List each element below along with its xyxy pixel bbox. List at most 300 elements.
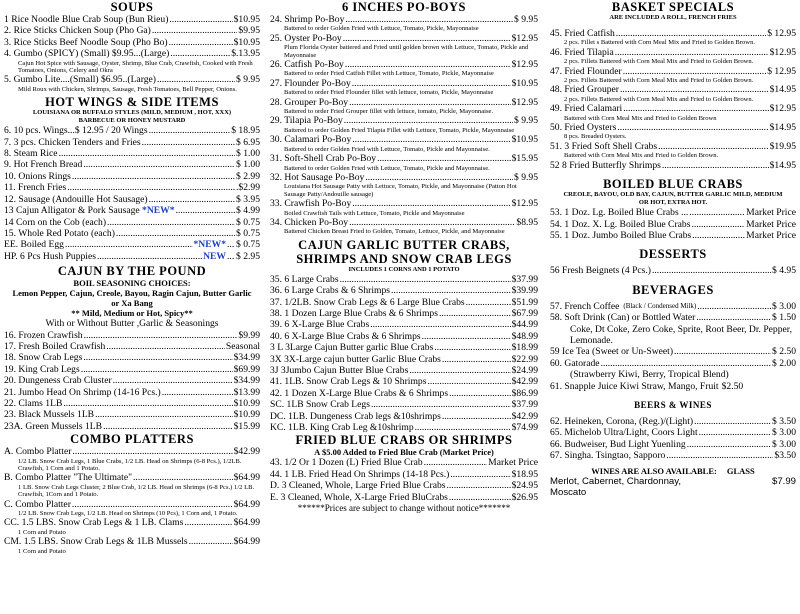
leader-dots xyxy=(149,125,231,136)
item-price: $22.99 xyxy=(511,353,538,365)
menu-item xyxy=(270,14,538,25)
leader-dots xyxy=(81,364,233,375)
leader-dots xyxy=(692,230,745,241)
spice-levels: ** Mild, Medium or Hot, Spicy** xyxy=(71,308,193,319)
item-label: 26. Catfish Po-Boy xyxy=(270,59,344,71)
item-price: $ 12.95 xyxy=(767,28,796,39)
item-label: 48. Fried Grouper xyxy=(550,84,620,96)
item-label: 8. Steam Rice xyxy=(4,148,58,160)
leader-dots xyxy=(116,228,235,239)
basket-subtitle: ARE INCLUDED A ROLL, FRENCH FRIES xyxy=(609,14,737,21)
item-label: 2. Rice Sticks Chicken Soup (Pho Ga) xyxy=(4,25,151,37)
menu-item xyxy=(550,219,796,230)
item-label: 52 8 Fried Butterfly Shrimps xyxy=(550,159,661,171)
menu-item xyxy=(270,354,538,365)
item-description: 1 Corn and Potato xyxy=(18,547,66,555)
boiled-list xyxy=(550,207,796,241)
item-label: 34. Chicken Po-Boy xyxy=(270,216,349,228)
item-price: $64.99 xyxy=(233,498,260,510)
item-label: 37. 1/2LB. Snow Crab Legs & 6 Large Blue Crabs xyxy=(270,296,465,308)
menu-item xyxy=(4,398,260,409)
item-label: 65. Michelob Ultra/Light, Coors Light xyxy=(550,427,698,439)
menu-item xyxy=(4,159,260,170)
cajun-list xyxy=(4,330,260,433)
item-price: $39.99 xyxy=(511,285,538,297)
item-label: 23. Black Mussels 1LB xyxy=(4,409,95,421)
leader-dots xyxy=(699,427,771,438)
item-price: $ 3.95 xyxy=(236,193,260,205)
menu-item xyxy=(4,421,260,432)
wings-list xyxy=(4,125,260,205)
item-price: $64.99 xyxy=(233,472,260,484)
leader-dots xyxy=(83,159,235,170)
menu-item xyxy=(550,439,796,450)
item-label: 42. 1 Dozen X-Large Blue Crabs & 6 Shrimps xyxy=(270,387,449,399)
menu-item xyxy=(4,37,260,48)
leader-dots xyxy=(447,480,511,491)
item-label: 62. Heineken, Corona, (Reg.)/(Light) xyxy=(550,415,694,427)
leader-dots xyxy=(449,492,511,503)
item-price: $19.95 xyxy=(769,140,796,152)
menu-item xyxy=(550,416,796,427)
item-price: $10.95 xyxy=(233,14,260,25)
item-label: 50. Fried Oysters xyxy=(550,122,617,134)
item-price: $37.99 xyxy=(511,399,538,411)
menu-item xyxy=(4,499,260,510)
item-label: 29. Tilapia Po-Boy xyxy=(270,115,343,127)
boil-seasoning-heading: BOIL SEASONING CHOICES: xyxy=(73,278,191,289)
item-label: 3 L 3Large Cajun Butter garlic Blue Crabs xyxy=(270,342,434,354)
leader-dots xyxy=(370,319,510,330)
menu-item xyxy=(270,33,538,44)
menu-item xyxy=(550,450,796,461)
menu-item xyxy=(4,517,260,528)
soups-list xyxy=(4,14,260,48)
item-price: $18.99 xyxy=(511,342,538,354)
item-description: Battered to order Golden Fried with Lettuce, Tomato, Pickle, Mayonnaise xyxy=(284,25,479,33)
menu-item xyxy=(4,25,260,36)
menu-item xyxy=(270,492,538,503)
menu-item xyxy=(270,153,538,164)
item-price: $12.95 xyxy=(511,96,538,108)
leader-dots xyxy=(427,376,510,387)
item-price: Market Price xyxy=(746,218,796,230)
middle-column xyxy=(270,0,538,514)
item-label: 33. Crawfish Po-Boy xyxy=(270,198,352,210)
item-label: 7. 3 pcs. Chicken Tenders and Fries xyxy=(4,136,141,148)
menu-item xyxy=(550,265,796,276)
menu-item xyxy=(270,285,538,296)
leader-dots xyxy=(620,84,769,95)
item-price: $12.95 xyxy=(769,103,796,115)
leader-dots xyxy=(142,137,235,148)
butter-options: With or Without Butter ,Garlic & Seasonings xyxy=(45,318,219,330)
beers-heading: BEERS & WINES xyxy=(634,399,712,410)
item-label: 44. 1 LB. Fried Head On Shrimps (14-18 Pcs.) xyxy=(270,468,450,480)
item-label: 49. Fried Calamari xyxy=(550,103,623,115)
menu-item: 5. Gumbo Lite....(Small) $6.95..(Large) ..... $ 9.95 xyxy=(4,74,260,85)
leader-dots xyxy=(616,28,766,39)
menu-item: 57. French Coffee (Black / Condensed Milk) ..... $ 3.00 xyxy=(550,301,796,312)
item-label: 56 Fresh Beignets (4 Pcs.) xyxy=(550,265,651,277)
leader-dots xyxy=(434,342,510,353)
menu-item xyxy=(270,297,538,308)
item-price: $ 18.95 xyxy=(231,125,260,137)
item-label: 25. Oyster Po-Boy xyxy=(270,32,342,44)
item-price: $67.99 xyxy=(511,307,538,319)
menu-item xyxy=(4,472,260,483)
wings-subtitle: LOUISIANA OR BUFFALO STYLES (MILD, MEDIUM , HOT, XXX) xyxy=(32,109,232,117)
item-price: $42.99 xyxy=(511,410,538,422)
item-label: 51. 3 Fried Soft Shell Crabs xyxy=(550,140,658,152)
leader-dots xyxy=(371,399,511,410)
item-price: $15.95 xyxy=(511,153,538,165)
combo-heading: COMBO PLATTERS xyxy=(70,432,194,447)
item-description: Louisiana Hot Sausage Patty with Lettuce, Tomato, Pickle, and Mayonnaise (Patton Hot Sausage Patty/Andouille sausage) xyxy=(284,183,517,198)
leader-dots xyxy=(689,207,745,218)
item-label: 17. Fresh Boiled Crawfish xyxy=(4,340,106,352)
menu-item xyxy=(550,207,796,218)
menu-item xyxy=(270,134,538,145)
item-price: $ 4.95 xyxy=(772,265,796,277)
menu-item: HP. 6 Pcs Hush Puppies ..... NEW ..... $ 2.95 xyxy=(4,251,260,262)
leader-dots xyxy=(352,198,510,209)
garlic-subtitle: INCLUDES 1 CORNS AND 1 POTATO xyxy=(348,265,460,273)
item-price: $64.99 xyxy=(233,536,260,548)
menu-item xyxy=(270,217,538,228)
poboys-heading: 6 INCHES PO-BOYS xyxy=(342,0,466,14)
item-price: $86.99 xyxy=(511,387,538,399)
leader-dots xyxy=(450,469,510,480)
item-description: 1 LB. Snow Crab Legs Cluster, 2 Blue Crab, 1/2 LB. Head on Shrimps (6-8 Pcs.) 1/2 LB. Crawfish, 1Corn and 1 Potato. xyxy=(18,483,255,499)
menu-item xyxy=(4,182,260,193)
item-description: Battered to order Fried Grouper fillet with lettuce, tomato, Pickle, Mayonnaise. xyxy=(284,108,494,116)
leader-dots xyxy=(449,388,511,399)
item-label: 66. Budweiser, Bud Light Yuenling xyxy=(550,438,686,450)
item-price: $42.99 xyxy=(511,376,538,388)
wings-more-list xyxy=(4,217,260,240)
item-label: 31. Soft-Shell Crab Po-Boy xyxy=(270,153,377,165)
menu-item xyxy=(270,388,538,399)
item-label: 3X 3X-Large cajun butter Garlic Blue Crabs xyxy=(270,353,441,365)
menu-item xyxy=(270,480,538,491)
item-description: Coke, Dt Coke, Zero Coke, Sprite, Root Beer, Dr. Pepper, Lemonade. xyxy=(570,323,792,346)
leader-dots xyxy=(103,421,233,432)
item-label: 10. Onions Rings xyxy=(4,170,71,182)
menu-item xyxy=(270,399,538,410)
beer-list xyxy=(550,416,796,462)
item-description: Battered with Corn Meal Mix and Fried to Golden Brown. xyxy=(564,152,719,160)
combo-list xyxy=(4,446,260,555)
item-label: KC. 1LB. King Crab Leg &10shrimp xyxy=(270,422,414,434)
item-label: 35. 6 Large Crabs xyxy=(270,273,339,285)
wings-heading: HOT WINGS & SIDE ITEMS xyxy=(45,95,219,110)
menu-item xyxy=(550,427,796,438)
menu-item xyxy=(270,422,538,433)
menu-item xyxy=(4,148,260,159)
item-price: $ 0.75 xyxy=(236,216,260,228)
item-price: $10.95 xyxy=(233,36,260,48)
item-description: Battered to order Golden Fried with Lettuce, Tomato, Pickle and Mayonnaise. xyxy=(284,164,490,172)
item-price: $15.99 xyxy=(233,420,260,432)
boiled-subtitle: CREOLE, BAYOU, OLD BAY, CAJUN, BUTTER GARLIC MILD, MEDIUM OR HOT, EXTRA HOT. xyxy=(563,191,783,207)
item-label: 11. French Fries xyxy=(4,182,67,194)
leader-dots xyxy=(352,134,510,145)
menu-item xyxy=(550,230,796,241)
boiled-heading: BOILED BLUE CRABS xyxy=(603,177,743,192)
item-label: 6. 10 pcs. Wings...$ 12.95 / 20 Wings xyxy=(4,125,148,137)
item-label: DC. 1LB. Dungeness Crab legs &10shrimps xyxy=(270,410,441,422)
menu-item: 58. Soft Drink (Can) or Bottled Water ..... $ 1.50 xyxy=(550,312,796,323)
leader-dots xyxy=(169,37,233,48)
item-label: 67. Singha. Tsingtao, Sapporo xyxy=(550,450,666,462)
leader-dots xyxy=(343,33,511,44)
item-price: $12.95 xyxy=(769,46,796,58)
wine-item: Merlot, Cabernet, Chardonnay, $7.99 xyxy=(550,475,796,487)
item-price: $ 2.99 xyxy=(236,170,260,182)
item-label: 12. Sausage (Andouille Hot Sausage) xyxy=(4,193,148,205)
item-price: $51.99 xyxy=(511,296,538,308)
item-price: $ 9.95 xyxy=(514,171,538,183)
menu-item xyxy=(4,194,260,205)
leader-dots xyxy=(422,331,511,342)
item-price: .$2.99 xyxy=(236,182,260,194)
item-label: 36. 6 Large Crabs & 6 Shrimps xyxy=(270,285,391,297)
leader-dots xyxy=(439,308,511,319)
item-label: B. Combo Platter "The Ultimate" xyxy=(4,472,133,484)
item-label: E. 3 Cleaned, Whole, X-Large Fried BluCrabs xyxy=(270,491,448,503)
dessert-list xyxy=(550,265,796,276)
item-price: Seasonal xyxy=(225,340,260,352)
item-price: $48.99 xyxy=(511,330,538,342)
item-description: Battered with Corn Meal Mix and Fried to Golden Brown xyxy=(564,114,717,122)
menu-item xyxy=(4,217,260,228)
item-price: Market Price xyxy=(746,207,796,219)
menu-item: 60. Gatorade ..... $ 2.00 xyxy=(550,358,796,369)
leader-dots xyxy=(409,365,510,376)
item-price: $ 12.95 xyxy=(767,65,796,77)
menu-item xyxy=(550,47,796,58)
fried-heading: FRIED BLUE CRABS OR SHRIMPS xyxy=(295,433,513,448)
leader-dots xyxy=(113,375,233,386)
menu-item xyxy=(550,28,796,39)
item-price: $37.99 xyxy=(511,273,538,285)
leader-dots xyxy=(345,59,511,70)
item-price: $14.95 xyxy=(769,159,796,171)
item-description: Battered to order Fried Flounder fillet with lettuce, tomato, Pickle, Mayonnaise xyxy=(284,89,494,97)
item-price: $13.99 xyxy=(233,386,260,398)
garlic-list xyxy=(270,274,538,434)
item-label: 3. Rice Sticks Beef Noodle Soup (Pho Bo) xyxy=(4,36,168,48)
item-price: $44.99 xyxy=(511,319,538,331)
item-label: 40. 6 X-Large Blue Crabs & 6 Shrimps xyxy=(270,330,421,342)
item-label: 27. Flounder Po-Boy xyxy=(270,77,351,89)
menu-item xyxy=(550,103,796,114)
new-badge: *NEW* xyxy=(193,239,227,251)
leader-dots xyxy=(349,217,515,228)
item-price: $ 9.95 xyxy=(514,14,538,25)
menu-item xyxy=(270,411,538,422)
left-column xyxy=(4,0,260,555)
item-price: Market Price xyxy=(746,229,796,241)
garlic-heading: CAJUN GARLIC BUTTER CRABS, xyxy=(298,237,510,252)
menu-item xyxy=(270,115,538,126)
item-description: Plum Florida Oyster battered and Fried until golden brown with Lettuce, Tomato, Pickle and Mayonnaise xyxy=(284,44,529,59)
new-badge: NEW xyxy=(203,250,227,262)
item-label: 30. Calamari Po-Boy xyxy=(270,134,352,146)
item-label: SC. 1LB Snow Crab Legs xyxy=(270,399,370,411)
item-price: $24.99 xyxy=(511,365,538,376)
leader-dots xyxy=(72,171,235,182)
menu-item xyxy=(4,536,260,547)
item-description: Battered to order Golden Fried with Lettuce, Tomato, Pickle and Mayonnaise. xyxy=(284,145,490,153)
item-label: 16. Frozen Crawfish xyxy=(4,329,83,341)
price-note: ******Prices are subject to change without notice******* xyxy=(297,503,511,514)
leader-dots xyxy=(84,330,238,341)
leader-dots xyxy=(352,78,511,89)
item-price: $64.99 xyxy=(233,517,260,529)
menu-item xyxy=(270,308,538,319)
menu-item xyxy=(270,172,538,183)
item-description: 2 pcs. Fillets Battered with Corn Meal Mix and Fried to Golden Brown. xyxy=(564,95,754,103)
leader-dots xyxy=(617,122,768,133)
right-column xyxy=(550,0,796,498)
leader-dots xyxy=(658,141,768,152)
item-description: (Strawberry Kiwi, Berry, Tropical Blend) xyxy=(570,369,729,381)
basket-list xyxy=(550,28,796,171)
item-label: A. Combo Platter xyxy=(4,446,72,458)
item-price: $14.95 xyxy=(769,122,796,134)
item-label: CC. 1.5 LBS. Snow Crab Legs & 1 LB. Clams xyxy=(4,517,184,529)
item-label: 43. 1/2 Or 1 Dozen (L) Fried Blue Crab xyxy=(270,457,423,469)
leader-dots xyxy=(615,47,769,58)
menu-item xyxy=(4,137,260,148)
item-price: $24.95 xyxy=(511,480,538,492)
desserts-heading: DESSERTS xyxy=(639,247,707,262)
menu-item xyxy=(4,375,260,386)
leader-dots xyxy=(694,416,771,427)
item-price: $ 6.95 xyxy=(236,136,260,148)
leader-dots xyxy=(377,153,511,164)
leader-dots xyxy=(345,14,513,25)
item-price: $12.95 xyxy=(511,32,538,44)
menu-item xyxy=(4,387,260,398)
item-description: Boiled Crawfish Tails with Lettuce, Tomato, Pickle and Mayonnaise xyxy=(284,209,465,217)
leader-dots xyxy=(184,517,232,528)
leader-dots xyxy=(349,97,511,108)
item-price: $26.95 xyxy=(511,491,538,503)
menu-item xyxy=(4,364,260,375)
item-price: $9.95 xyxy=(238,25,260,37)
item-label: 24. Shrimp Po-Boy xyxy=(270,14,345,25)
garlic-heading-2: SHRIMPS AND SNOW CRAB LEGS xyxy=(296,251,512,266)
item-label: C. Combo Platter xyxy=(4,498,71,510)
leader-dots xyxy=(344,115,513,126)
menu-item xyxy=(270,319,538,330)
item-label: 23A. Green Mussels 1LB xyxy=(4,420,103,432)
item-price: $ 1.00 xyxy=(236,148,260,160)
item-description: 2 pcs. Fillet s Battered with Corn Meal Mix and Fried to Golden Brown. xyxy=(564,39,756,47)
item-label: 1 Rice Noodle Blue Crab Soup (Bun Rieu) xyxy=(4,14,169,25)
item-price: $ 3.00 xyxy=(772,438,796,450)
item-label: 41. 1LB. Snow Crab Legs & 10 Shrimps xyxy=(270,376,427,388)
item-price: $ 0.75 xyxy=(236,227,260,239)
menu-item xyxy=(550,66,796,77)
item-description: 2 pcs. Fillets Battered with Corn Meal Mix and Fried to Golden Brown. xyxy=(564,58,754,66)
leader-dots xyxy=(133,472,233,483)
leader-dots xyxy=(442,411,511,422)
menu-item xyxy=(270,59,538,70)
item-label: 32. Hot Sausage Po-Boy xyxy=(270,171,365,183)
item-price: $34.99 xyxy=(233,352,260,364)
item-price: $10.95 xyxy=(511,77,538,89)
menu-item xyxy=(4,409,260,420)
item-description: Mild Roux with Chicken, Shrimps, Sausage, Fresh Tomatoes, Bell Pepper, Onions. xyxy=(18,85,237,93)
menu-item xyxy=(270,365,538,376)
item-price: $69.99 xyxy=(233,363,260,375)
item-price: $12.95 xyxy=(511,59,538,71)
item-description: 2 pcs. Fillets Battered with Corn Meal Mix and Fried to Golden Brown. xyxy=(564,77,754,85)
leader-dots xyxy=(340,274,511,285)
item-label: 53. 1 Doz. Lg. Boiled Blue Crabs ... xyxy=(550,207,689,219)
item-price: $ 9.95 xyxy=(514,115,538,127)
menu-item xyxy=(550,141,796,152)
fried-subtitle: A $5.00 Added to Fried Blue Crab (Market Price) xyxy=(314,447,494,458)
item-label: 19. King Crab Legs xyxy=(4,363,80,375)
menu-item xyxy=(4,341,260,352)
item-price: $3.50 xyxy=(774,450,796,462)
menu-item xyxy=(270,376,538,387)
item-label: D. 3 Cleaned, Whole, Large Fried Blue Crabs xyxy=(270,480,446,492)
leader-dots xyxy=(67,182,235,193)
item-label: 55. 1 Doz. Jumbo Boiled Blue Crabs xyxy=(550,229,692,241)
leader-dots xyxy=(442,354,511,365)
leader-dots xyxy=(149,194,235,205)
soups-heading: SOUPS xyxy=(110,0,154,14)
leader-dots xyxy=(106,341,225,352)
item-label: CM. 1.5 LBS. Snow Crab Legs & 1LB Mussels xyxy=(4,536,188,548)
item-price: $10.95 xyxy=(511,134,538,146)
item-description: Battered to order Fried Catfish Fillet with Lettuce, Tomato, Pickle, Mayonnaise xyxy=(284,70,494,78)
leader-dots xyxy=(169,14,232,25)
leader-dots xyxy=(83,352,232,363)
menu-item: 59 Ice Tea (Sweet or Un-Sweet) ..... $ 2.50 xyxy=(550,346,796,357)
item-price: $ 1.00 xyxy=(236,159,260,171)
beverages-heading: BEVERAGES xyxy=(632,282,714,297)
item-price: $12.95 xyxy=(511,198,538,210)
item-description: 8 pcs. Breaded Oysters. xyxy=(564,133,627,141)
item-price: $10.99 xyxy=(233,397,260,409)
item-label: 14 Corn on the Cob (each) xyxy=(4,216,107,228)
leader-dots xyxy=(72,446,232,457)
leader-dots xyxy=(666,450,773,461)
wines-heading: WINES ARE ALSO AVAILABLE: GLASS xyxy=(591,465,755,476)
menu-item xyxy=(270,78,538,89)
menu-item xyxy=(270,198,538,209)
item-label: 47. Fried Flounder xyxy=(550,65,622,77)
menu-item: 4. Gumbo (SPICY) (Small) $9.95...(Large) ..... $.13.95 xyxy=(4,48,260,59)
item-price: $8.95 xyxy=(516,216,538,228)
leader-dots xyxy=(424,457,488,468)
menu-item xyxy=(4,446,260,457)
menu-item xyxy=(270,342,538,353)
poboy-list xyxy=(270,14,538,236)
leader-dots xyxy=(107,217,235,228)
item-label: 21. Jumbo Head On Shrimp (14-16 Pcs.) xyxy=(4,386,161,398)
leader-dots xyxy=(691,219,745,230)
item-price: $9.99 xyxy=(238,329,260,341)
leader-dots xyxy=(152,25,238,36)
